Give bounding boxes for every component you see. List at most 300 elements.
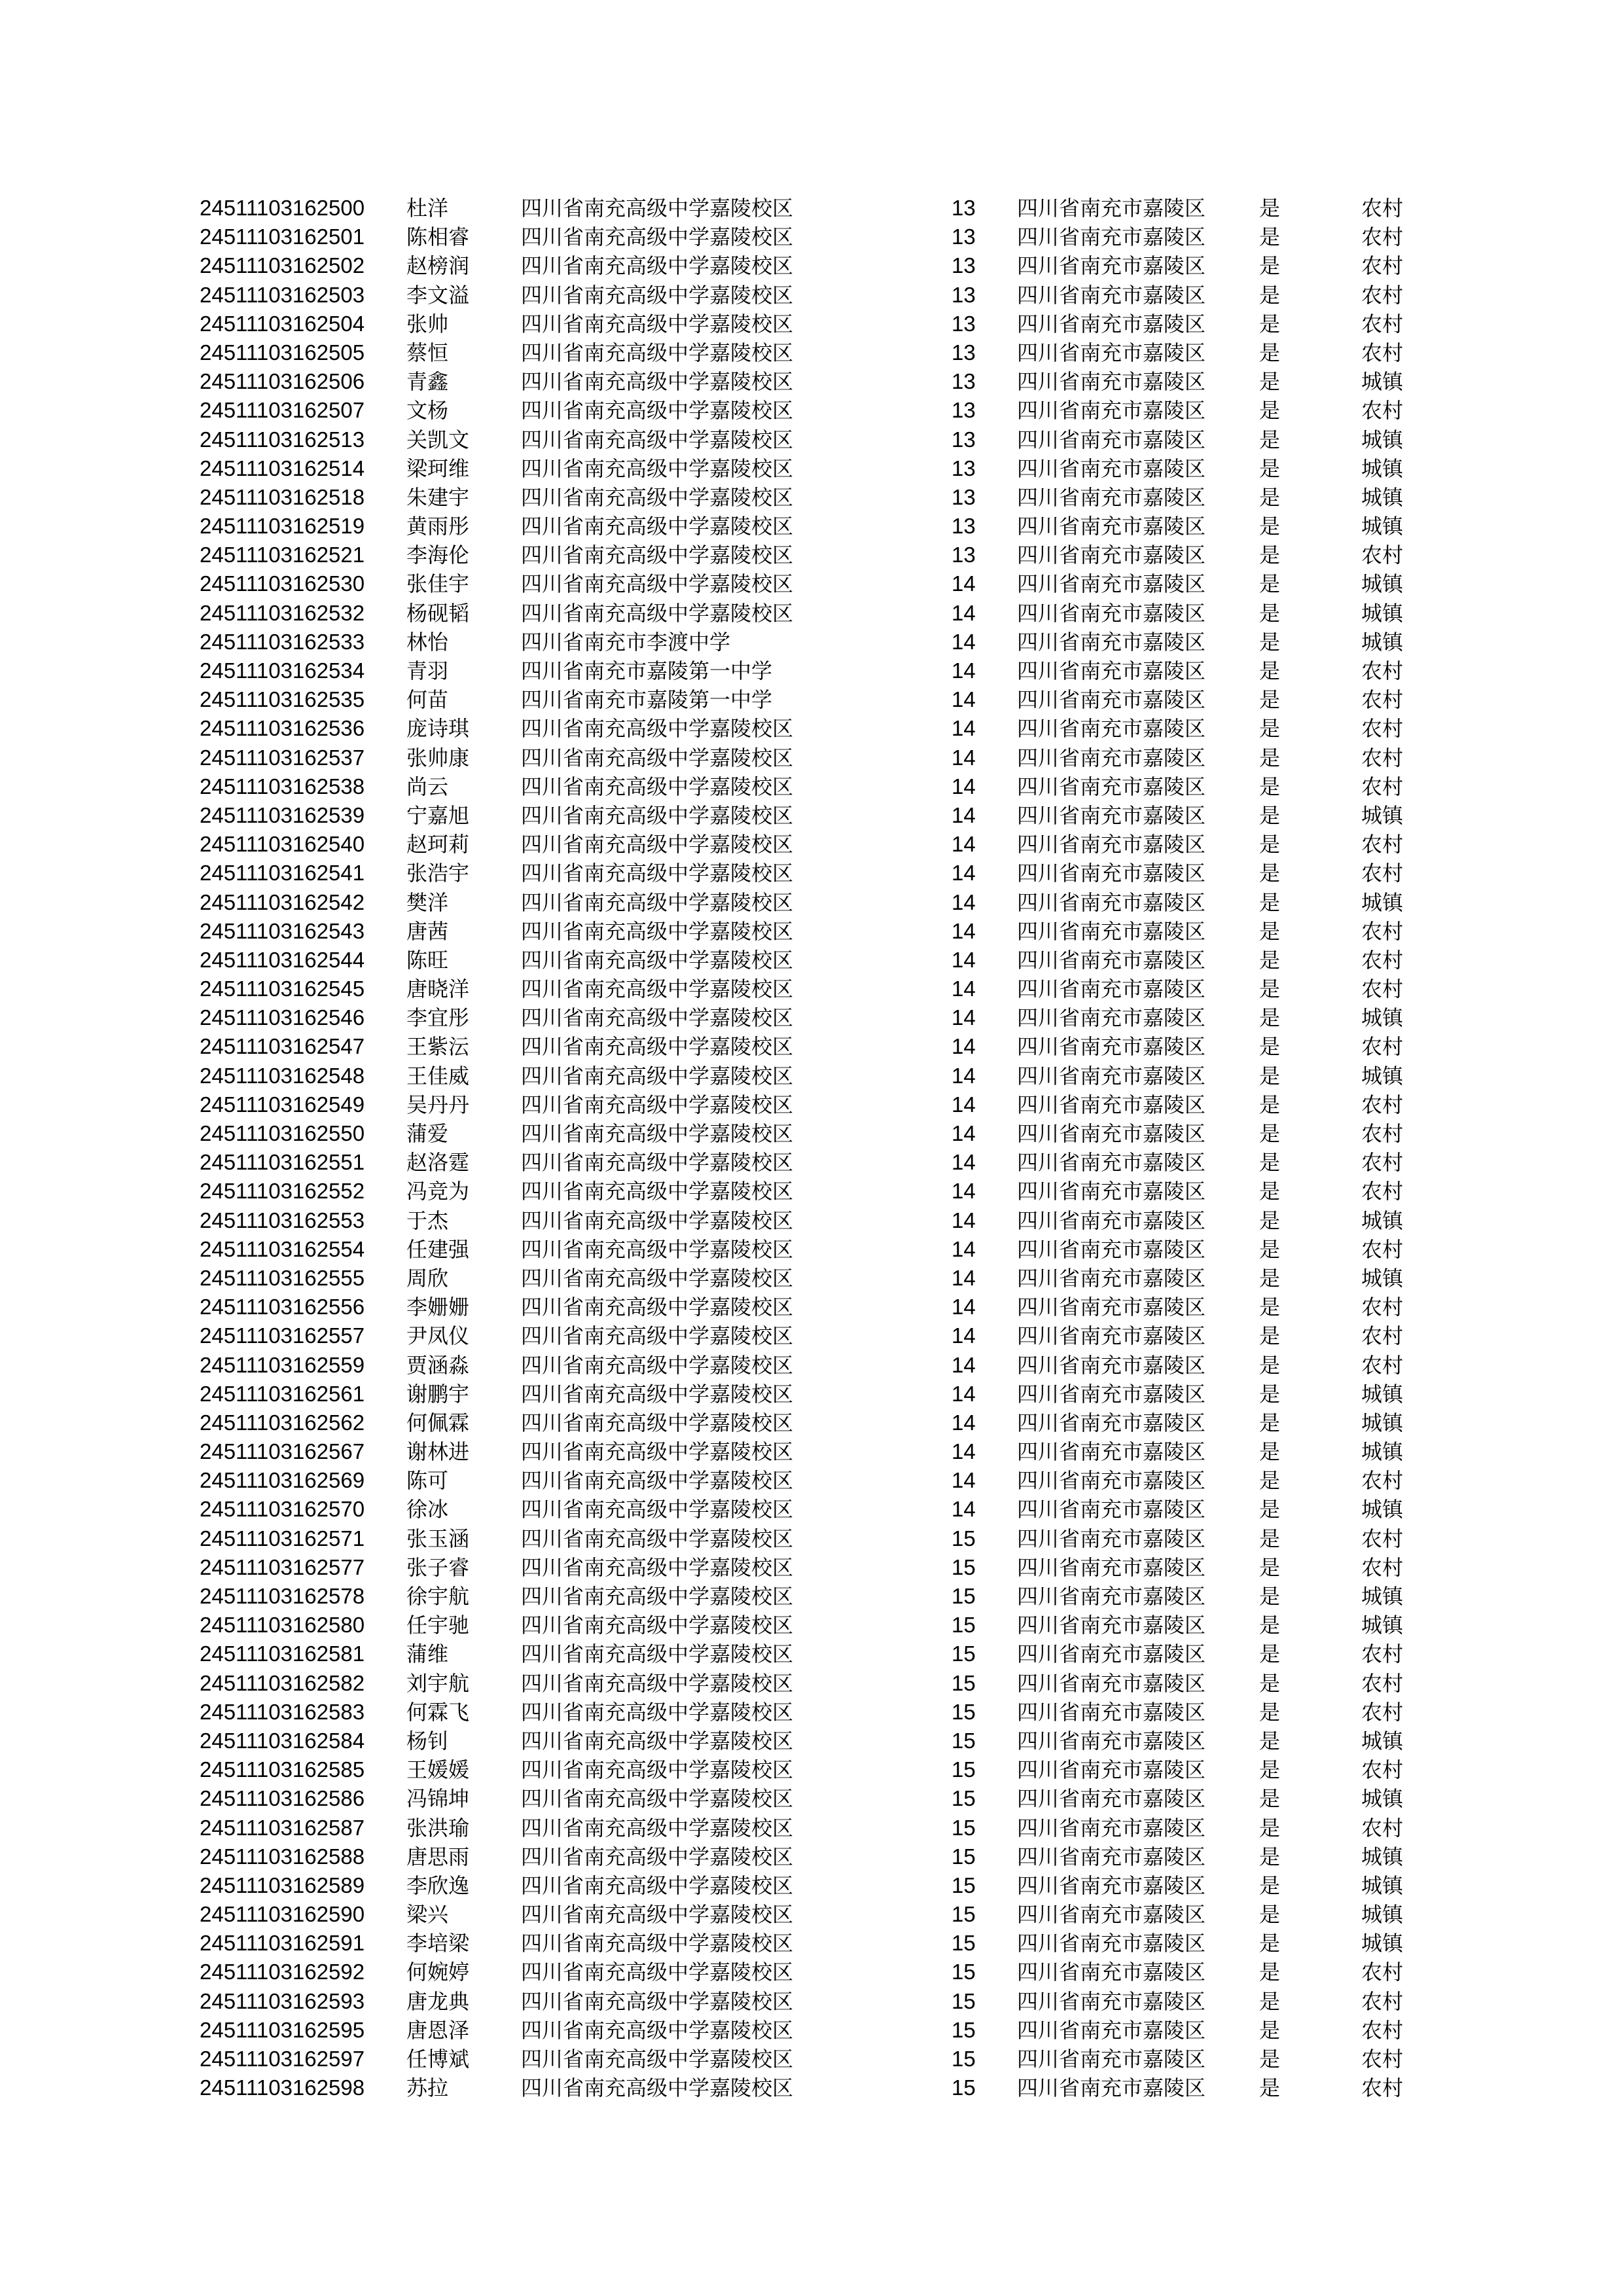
area-cell: 四川省南充市嘉陵区 xyxy=(1017,977,1206,1002)
number-cell: 14 xyxy=(952,1179,976,1204)
number-cell: 14 xyxy=(952,687,976,712)
id-cell: 24511103162561 xyxy=(200,1381,365,1406)
id-cell: 24511103162580 xyxy=(200,1613,365,1638)
type-cell: 城镇 xyxy=(1361,802,1404,828)
area-cell: 四川省南充市嘉陵区 xyxy=(1017,832,1206,857)
type-cell: 农村 xyxy=(1361,832,1404,857)
type-cell: 农村 xyxy=(1361,1988,1404,2014)
school-cell: 四川省南充高级中学嘉陵校区 xyxy=(521,1323,794,1349)
flag-cell: 是 xyxy=(1259,1063,1281,1088)
number-cell: 13 xyxy=(952,543,976,567)
type-cell: 农村 xyxy=(1361,398,1404,423)
flag-cell: 是 xyxy=(1259,427,1281,452)
id-cell: 24511103162542 xyxy=(200,889,365,914)
id-cell: 24511103162597 xyxy=(200,2047,365,2071)
flag-cell: 是 xyxy=(1259,1295,1281,1320)
number-cell: 14 xyxy=(952,1063,976,1088)
number-cell: 14 xyxy=(952,1005,976,1030)
name-cell: 谢鹏宇 xyxy=(406,1381,470,1407)
school-cell: 四川省南充高级中学嘉陵校区 xyxy=(521,977,794,1002)
name-cell: 尹凤仪 xyxy=(406,1323,470,1349)
table-row xyxy=(0,281,1623,310)
number-cell: 14 xyxy=(952,832,976,857)
number-cell: 14 xyxy=(952,947,976,972)
area-cell: 四川省南充市嘉陵区 xyxy=(1017,947,1206,973)
id-cell: 24511103162551 xyxy=(200,1150,365,1175)
school-cell: 四川省南充高级中学嘉陵校区 xyxy=(521,1988,794,2014)
flag-cell: 是 xyxy=(1259,1381,1281,1407)
flag-cell: 是 xyxy=(1259,1613,1281,1638)
number-cell: 14 xyxy=(952,774,976,798)
flag-cell: 是 xyxy=(1259,629,1281,655)
table-row xyxy=(0,1293,1623,1321)
id-cell: 24511103162595 xyxy=(200,2017,365,2042)
school-cell: 四川省南充高级中学嘉陵校区 xyxy=(521,484,794,510)
flag-cell: 是 xyxy=(1259,774,1281,799)
flag-cell: 是 xyxy=(1259,2047,1281,2072)
name-cell: 徐宇航 xyxy=(406,1584,470,1609)
area-cell: 四川省南充市嘉陵区 xyxy=(1017,224,1206,250)
id-cell: 24511103162569 xyxy=(200,1468,365,1493)
name-cell: 青鑫 xyxy=(406,369,449,395)
number-cell: 13 xyxy=(952,427,976,452)
type-cell: 农村 xyxy=(1361,1092,1404,1117)
area-cell: 四川省南充市嘉陵区 xyxy=(1017,514,1206,539)
area-cell: 四川省南充市嘉陵区 xyxy=(1017,1381,1206,1407)
school-cell: 四川省南充高级中学嘉陵校区 xyxy=(521,1439,794,1465)
number-cell: 13 xyxy=(952,253,976,278)
school-cell: 四川省南充高级中学嘉陵校区 xyxy=(521,340,794,365)
number-cell: 15 xyxy=(952,1873,976,1897)
number-cell: 14 xyxy=(952,745,976,770)
area-cell: 四川省南充市嘉陵区 xyxy=(1017,802,1206,828)
area-cell: 四川省南充市嘉陵区 xyxy=(1017,1468,1206,1494)
flag-cell: 是 xyxy=(1259,1352,1281,1378)
flag-cell: 是 xyxy=(1259,1208,1281,1233)
type-cell: 农村 xyxy=(1361,1034,1404,1060)
flag-cell: 是 xyxy=(1259,1526,1281,1551)
school-cell: 四川省南充高级中学嘉陵校区 xyxy=(521,1034,794,1060)
name-cell: 张帅 xyxy=(406,311,449,336)
flag-cell: 是 xyxy=(1259,1699,1281,1725)
table-row xyxy=(0,2045,1623,2073)
number-cell: 15 xyxy=(952,1699,976,1724)
number-cell: 14 xyxy=(952,629,976,654)
area-cell: 四川省南充市嘉陵区 xyxy=(1017,774,1206,799)
number-cell: 14 xyxy=(952,1295,976,1319)
name-cell: 唐茜 xyxy=(406,918,449,944)
type-cell: 城镇 xyxy=(1361,1902,1404,1928)
name-cell: 蒲维 xyxy=(406,1641,449,1667)
table-row xyxy=(0,1062,1623,1090)
table-row xyxy=(0,1408,1623,1437)
area-cell: 四川省南充市嘉陵区 xyxy=(1017,1034,1206,1060)
name-cell: 杨钊 xyxy=(406,1728,449,1753)
name-cell: 蔡恒 xyxy=(406,340,449,365)
area-cell: 四川省南充市嘉陵区 xyxy=(1017,658,1206,683)
number-cell: 14 xyxy=(952,1497,976,1522)
number-cell: 14 xyxy=(952,861,976,886)
id-cell: 24511103162585 xyxy=(200,1757,365,1782)
area-cell: 四川省南充市嘉陵区 xyxy=(1017,2017,1206,2043)
table-row xyxy=(0,1090,1623,1119)
name-cell: 谢林进 xyxy=(406,1439,470,1465)
id-cell: 24511103162540 xyxy=(200,832,365,857)
type-cell: 城镇 xyxy=(1361,427,1404,452)
area-cell: 四川省南充市嘉陵区 xyxy=(1017,861,1206,886)
table-row xyxy=(0,946,1623,975)
area-cell: 四川省南充市嘉陵区 xyxy=(1017,1410,1206,1435)
area-cell: 四川省南充市嘉陵区 xyxy=(1017,2075,1206,2101)
flag-cell: 是 xyxy=(1259,224,1281,250)
flag-cell: 是 xyxy=(1259,1670,1281,1696)
number-cell: 14 xyxy=(952,571,976,596)
id-cell: 24511103162545 xyxy=(200,977,365,1001)
area-cell: 四川省南充市嘉陵区 xyxy=(1017,196,1206,221)
school-cell: 四川省南充高级中学嘉陵校区 xyxy=(521,716,794,742)
school-cell: 四川省南充高级中学嘉陵校区 xyxy=(521,1641,794,1667)
type-cell: 农村 xyxy=(1361,1641,1404,1667)
name-cell: 朱建宇 xyxy=(406,484,470,510)
table-row xyxy=(0,1380,1623,1408)
number-cell: 15 xyxy=(952,2017,976,2042)
type-cell: 农村 xyxy=(1361,1960,1404,1985)
school-cell: 四川省南充高级中学嘉陵校区 xyxy=(521,1757,794,1783)
name-cell: 樊洋 xyxy=(406,889,449,915)
flag-cell: 是 xyxy=(1259,1150,1281,1175)
flag-cell: 是 xyxy=(1259,802,1281,828)
type-cell: 城镇 xyxy=(1361,1497,1404,1522)
id-cell: 24511103162541 xyxy=(200,861,365,886)
name-cell: 何霖飞 xyxy=(406,1699,470,1725)
flag-cell: 是 xyxy=(1259,1005,1281,1031)
type-cell: 城镇 xyxy=(1361,1613,1404,1638)
flag-cell: 是 xyxy=(1259,1902,1281,1928)
table-row xyxy=(0,1871,1623,1900)
flag-cell: 是 xyxy=(1259,947,1281,973)
area-cell: 四川省南充市嘉陵区 xyxy=(1017,1497,1206,1522)
area-cell: 四川省南充市嘉陵区 xyxy=(1017,543,1206,568)
type-cell: 农村 xyxy=(1361,1236,1404,1262)
number-cell: 15 xyxy=(952,1526,976,1551)
table-row xyxy=(0,569,1623,598)
table-row xyxy=(0,338,1623,367)
flag-cell: 是 xyxy=(1259,1931,1281,1956)
flag-cell: 是 xyxy=(1259,340,1281,365)
flag-cell: 是 xyxy=(1259,1265,1281,1291)
table-row xyxy=(0,194,1623,223)
id-cell: 24511103162598 xyxy=(200,2075,365,2100)
school-cell: 四川省南充高级中学嘉陵校区 xyxy=(521,1208,794,1233)
number-cell: 13 xyxy=(952,484,976,509)
type-cell: 农村 xyxy=(1361,1526,1404,1551)
id-cell: 24511103162589 xyxy=(200,1873,365,1897)
flag-cell: 是 xyxy=(1259,832,1281,857)
name-cell: 赵珂莉 xyxy=(406,832,470,857)
id-cell: 24511103162513 xyxy=(200,427,365,452)
table-row xyxy=(0,1466,1623,1495)
area-cell: 四川省南充市嘉陵区 xyxy=(1017,1699,1206,1725)
school-cell: 四川省南充高级中学嘉陵校区 xyxy=(521,861,794,886)
area-cell: 四川省南充市嘉陵区 xyxy=(1017,1988,1206,2014)
type-cell: 农村 xyxy=(1361,2047,1404,2072)
school-cell: 四川省南充高级中学嘉陵校区 xyxy=(521,1931,794,1956)
area-cell: 四川省南充市嘉陵区 xyxy=(1017,398,1206,423)
school-cell: 四川省南充高级中学嘉陵校区 xyxy=(521,224,794,250)
type-cell: 农村 xyxy=(1361,1295,1404,1320)
school-cell: 四川省南充高级中学嘉陵校区 xyxy=(521,600,794,626)
type-cell: 农村 xyxy=(1361,687,1404,713)
area-cell: 四川省南充市嘉陵区 xyxy=(1017,484,1206,510)
type-cell: 农村 xyxy=(1361,282,1404,308)
name-cell: 张玉涵 xyxy=(406,1526,470,1551)
number-cell: 15 xyxy=(952,1670,976,1695)
school-cell: 四川省南充高级中学嘉陵校区 xyxy=(521,918,794,944)
type-cell: 农村 xyxy=(1361,1670,1404,1696)
type-cell: 农村 xyxy=(1361,311,1404,336)
name-cell: 杨砚韬 xyxy=(406,600,470,626)
table-row xyxy=(0,1524,1623,1553)
area-cell: 四川省南充市嘉陵区 xyxy=(1017,1179,1206,1204)
flag-cell: 是 xyxy=(1259,571,1281,597)
table-row xyxy=(0,744,1623,772)
name-cell: 宁嘉旭 xyxy=(406,802,470,828)
area-cell: 四川省南充市嘉陵区 xyxy=(1017,1786,1206,1812)
id-cell: 24511103162500 xyxy=(200,196,365,220)
name-cell: 任建强 xyxy=(406,1236,470,1262)
type-cell: 农村 xyxy=(1361,340,1404,365)
flag-cell: 是 xyxy=(1259,282,1281,308)
flag-cell: 是 xyxy=(1259,889,1281,915)
number-cell: 14 xyxy=(952,1092,976,1117)
flag-cell: 是 xyxy=(1259,196,1281,221)
number-cell: 15 xyxy=(952,1554,976,1579)
name-cell: 黄雨彤 xyxy=(406,514,470,539)
area-cell: 四川省南充市嘉陵区 xyxy=(1017,1092,1206,1117)
flag-cell: 是 xyxy=(1259,1786,1281,1812)
type-cell: 农村 xyxy=(1361,861,1404,886)
id-cell: 24511103162553 xyxy=(200,1208,365,1232)
type-cell: 城镇 xyxy=(1361,1844,1404,1869)
id-cell: 24511103162544 xyxy=(200,947,365,972)
number-cell: 15 xyxy=(952,1988,976,2013)
name-cell: 何佩霖 xyxy=(406,1410,470,1435)
type-cell: 农村 xyxy=(1361,1699,1404,1725)
flag-cell: 是 xyxy=(1259,1323,1281,1349)
flag-cell: 是 xyxy=(1259,253,1281,279)
area-cell: 四川省南充市嘉陵区 xyxy=(1017,571,1206,597)
table-row xyxy=(0,1814,1623,1842)
id-cell: 24511103162587 xyxy=(200,1815,365,1840)
school-cell: 四川省南充高级中学嘉陵校区 xyxy=(521,1815,794,1840)
area-cell: 四川省南充市嘉陵区 xyxy=(1017,282,1206,308)
area-cell: 四川省南充市嘉陵区 xyxy=(1017,1670,1206,1696)
name-cell: 苏拉 xyxy=(406,2075,449,2101)
type-cell: 农村 xyxy=(1361,224,1404,250)
table-row xyxy=(0,1640,1623,1668)
flag-cell: 是 xyxy=(1259,1988,1281,2014)
number-cell: 13 xyxy=(952,340,976,365)
id-cell: 24511103162592 xyxy=(200,1960,365,1984)
id-cell: 24511103162581 xyxy=(200,1641,365,1666)
school-cell: 四川省南充高级中学嘉陵校区 xyxy=(521,2047,794,2072)
id-cell: 24511103162562 xyxy=(200,1410,365,1435)
table-row xyxy=(0,1321,1623,1350)
flag-cell: 是 xyxy=(1259,1728,1281,1753)
school-cell: 四川省南充高级中学嘉陵校区 xyxy=(521,1497,794,1522)
number-cell: 14 xyxy=(952,802,976,827)
area-cell: 四川省南充市嘉陵区 xyxy=(1017,1236,1206,1262)
id-cell: 24511103162578 xyxy=(200,1584,365,1608)
id-cell: 24511103162556 xyxy=(200,1295,365,1319)
type-cell: 城镇 xyxy=(1361,600,1404,626)
school-cell: 四川省南充高级中学嘉陵校区 xyxy=(521,2017,794,2043)
area-cell: 四川省南充市嘉陵区 xyxy=(1017,1960,1206,1985)
school-cell: 四川省南充高级中学嘉陵校区 xyxy=(521,1554,794,1580)
area-cell: 四川省南充市嘉陵区 xyxy=(1017,1613,1206,1638)
school-cell: 四川省南充高级中学嘉陵校区 xyxy=(521,1063,794,1088)
name-cell: 陈相睿 xyxy=(406,224,470,250)
area-cell: 四川省南充市嘉陵区 xyxy=(1017,600,1206,626)
number-cell: 15 xyxy=(952,1815,976,1840)
flag-cell: 是 xyxy=(1259,1873,1281,1898)
id-cell: 24511103162514 xyxy=(200,456,365,480)
area-cell: 四川省南充市嘉陵区 xyxy=(1017,1584,1206,1609)
name-cell: 张浩宇 xyxy=(406,861,470,886)
table-row xyxy=(0,1437,1623,1466)
type-cell: 农村 xyxy=(1361,1352,1404,1378)
number-cell: 13 xyxy=(952,398,976,423)
number-cell: 14 xyxy=(952,1265,976,1290)
id-cell: 24511103162504 xyxy=(200,311,365,336)
number-cell: 15 xyxy=(952,1931,976,1956)
table-row xyxy=(0,1235,1623,1264)
school-cell: 四川省南充高级中学嘉陵校区 xyxy=(521,889,794,915)
flag-cell: 是 xyxy=(1259,1641,1281,1667)
id-cell: 24511103162539 xyxy=(200,802,365,827)
area-cell: 四川省南充市嘉陵区 xyxy=(1017,427,1206,452)
table-row xyxy=(0,1553,1623,1582)
school-cell: 四川省南充高级中学嘉陵校区 xyxy=(521,1873,794,1898)
name-cell: 蒲爱 xyxy=(406,1121,449,1146)
school-cell: 四川省南充高级中学嘉陵校区 xyxy=(521,774,794,799)
school-cell: 四川省南充高级中学嘉陵校区 xyxy=(521,1410,794,1435)
table-row xyxy=(0,685,1623,714)
id-cell: 24511103162582 xyxy=(200,1670,365,1695)
name-cell: 刘宇航 xyxy=(406,1670,470,1696)
table-row xyxy=(0,1264,1623,1293)
name-cell: 徐冰 xyxy=(406,1497,449,1522)
type-cell: 城镇 xyxy=(1361,1931,1404,1956)
flag-cell: 是 xyxy=(1259,1410,1281,1435)
id-cell: 24511103162519 xyxy=(200,514,365,539)
school-cell: 四川省南充高级中学嘉陵校区 xyxy=(521,1005,794,1031)
name-cell: 林怡 xyxy=(406,629,449,655)
area-cell: 四川省南充市嘉陵区 xyxy=(1017,1208,1206,1233)
name-cell: 赵榜润 xyxy=(406,253,470,279)
number-cell: 14 xyxy=(952,1439,976,1464)
type-cell: 农村 xyxy=(1361,2075,1404,2101)
name-cell: 尚云 xyxy=(406,774,449,799)
id-cell: 24511103162543 xyxy=(200,918,365,943)
area-cell: 四川省南充市嘉陵区 xyxy=(1017,2047,1206,2072)
table-row xyxy=(0,1495,1623,1524)
number-cell: 15 xyxy=(952,1584,976,1608)
table-row xyxy=(0,656,1623,685)
type-cell: 城镇 xyxy=(1361,484,1404,510)
flag-cell: 是 xyxy=(1259,543,1281,568)
flag-cell: 是 xyxy=(1259,514,1281,539)
table-row xyxy=(0,975,1623,1003)
number-cell: 14 xyxy=(952,1034,976,1059)
area-cell: 四川省南充市嘉陵区 xyxy=(1017,889,1206,915)
school-cell: 四川省南充高级中学嘉陵校区 xyxy=(521,571,794,597)
area-cell: 四川省南充市嘉陵区 xyxy=(1017,687,1206,713)
school-cell: 四川省南充高级中学嘉陵校区 xyxy=(521,253,794,279)
school-cell: 四川省南充高级中学嘉陵校区 xyxy=(521,1092,794,1117)
number-cell: 15 xyxy=(952,1641,976,1666)
flag-cell: 是 xyxy=(1259,369,1281,395)
id-cell: 24511103162549 xyxy=(200,1092,365,1117)
table-row xyxy=(0,396,1623,425)
id-cell: 24511103162503 xyxy=(200,282,365,307)
name-cell: 张洪瑜 xyxy=(406,1815,470,1840)
school-cell: 四川省南充高级中学嘉陵校区 xyxy=(521,196,794,221)
school-cell: 四川省南充高级中学嘉陵校区 xyxy=(521,1468,794,1494)
school-cell: 四川省南充高级中学嘉陵校区 xyxy=(521,1902,794,1928)
type-cell: 城镇 xyxy=(1361,1873,1404,1898)
number-cell: 15 xyxy=(952,1757,976,1782)
number-cell: 15 xyxy=(952,1786,976,1811)
school-cell: 四川省南充市李渡中学 xyxy=(521,629,731,655)
type-cell: 农村 xyxy=(1361,253,1404,279)
name-cell: 梁兴 xyxy=(406,1902,449,1928)
flag-cell: 是 xyxy=(1259,1960,1281,1985)
area-cell: 四川省南充市嘉陵区 xyxy=(1017,716,1206,742)
area-cell: 四川省南充市嘉陵区 xyxy=(1017,1439,1206,1465)
id-cell: 24511103162521 xyxy=(200,543,365,567)
flag-cell: 是 xyxy=(1259,2017,1281,2043)
table-row xyxy=(0,367,1623,396)
flag-cell: 是 xyxy=(1259,600,1281,626)
table-row xyxy=(0,1784,1623,1813)
area-cell: 四川省南充市嘉陵区 xyxy=(1017,1757,1206,1783)
number-cell: 14 xyxy=(952,1352,976,1377)
area-cell: 四川省南充市嘉陵区 xyxy=(1017,1931,1206,1956)
id-cell: 24511103162584 xyxy=(200,1728,365,1753)
number-cell: 14 xyxy=(952,1208,976,1232)
flag-cell: 是 xyxy=(1259,861,1281,886)
flag-cell: 是 xyxy=(1259,1236,1281,1262)
table-row xyxy=(0,628,1623,656)
table-row xyxy=(0,599,1623,628)
table-row xyxy=(0,223,1623,251)
id-cell: 24511103162505 xyxy=(200,340,365,365)
id-cell: 24511103162518 xyxy=(200,484,365,509)
flag-cell: 是 xyxy=(1259,687,1281,713)
number-cell: 13 xyxy=(952,369,976,394)
id-cell: 24511103162538 xyxy=(200,774,365,798)
number-cell: 15 xyxy=(952,1728,976,1753)
flag-cell: 是 xyxy=(1259,1439,1281,1465)
id-cell: 24511103162547 xyxy=(200,1034,365,1059)
type-cell: 农村 xyxy=(1361,1554,1404,1580)
type-cell: 农村 xyxy=(1361,1815,1404,1840)
number-cell: 13 xyxy=(952,456,976,480)
name-cell: 吴丹丹 xyxy=(406,1092,470,1117)
school-cell: 四川省南充高级中学嘉陵校区 xyxy=(521,1699,794,1725)
number-cell: 14 xyxy=(952,716,976,741)
